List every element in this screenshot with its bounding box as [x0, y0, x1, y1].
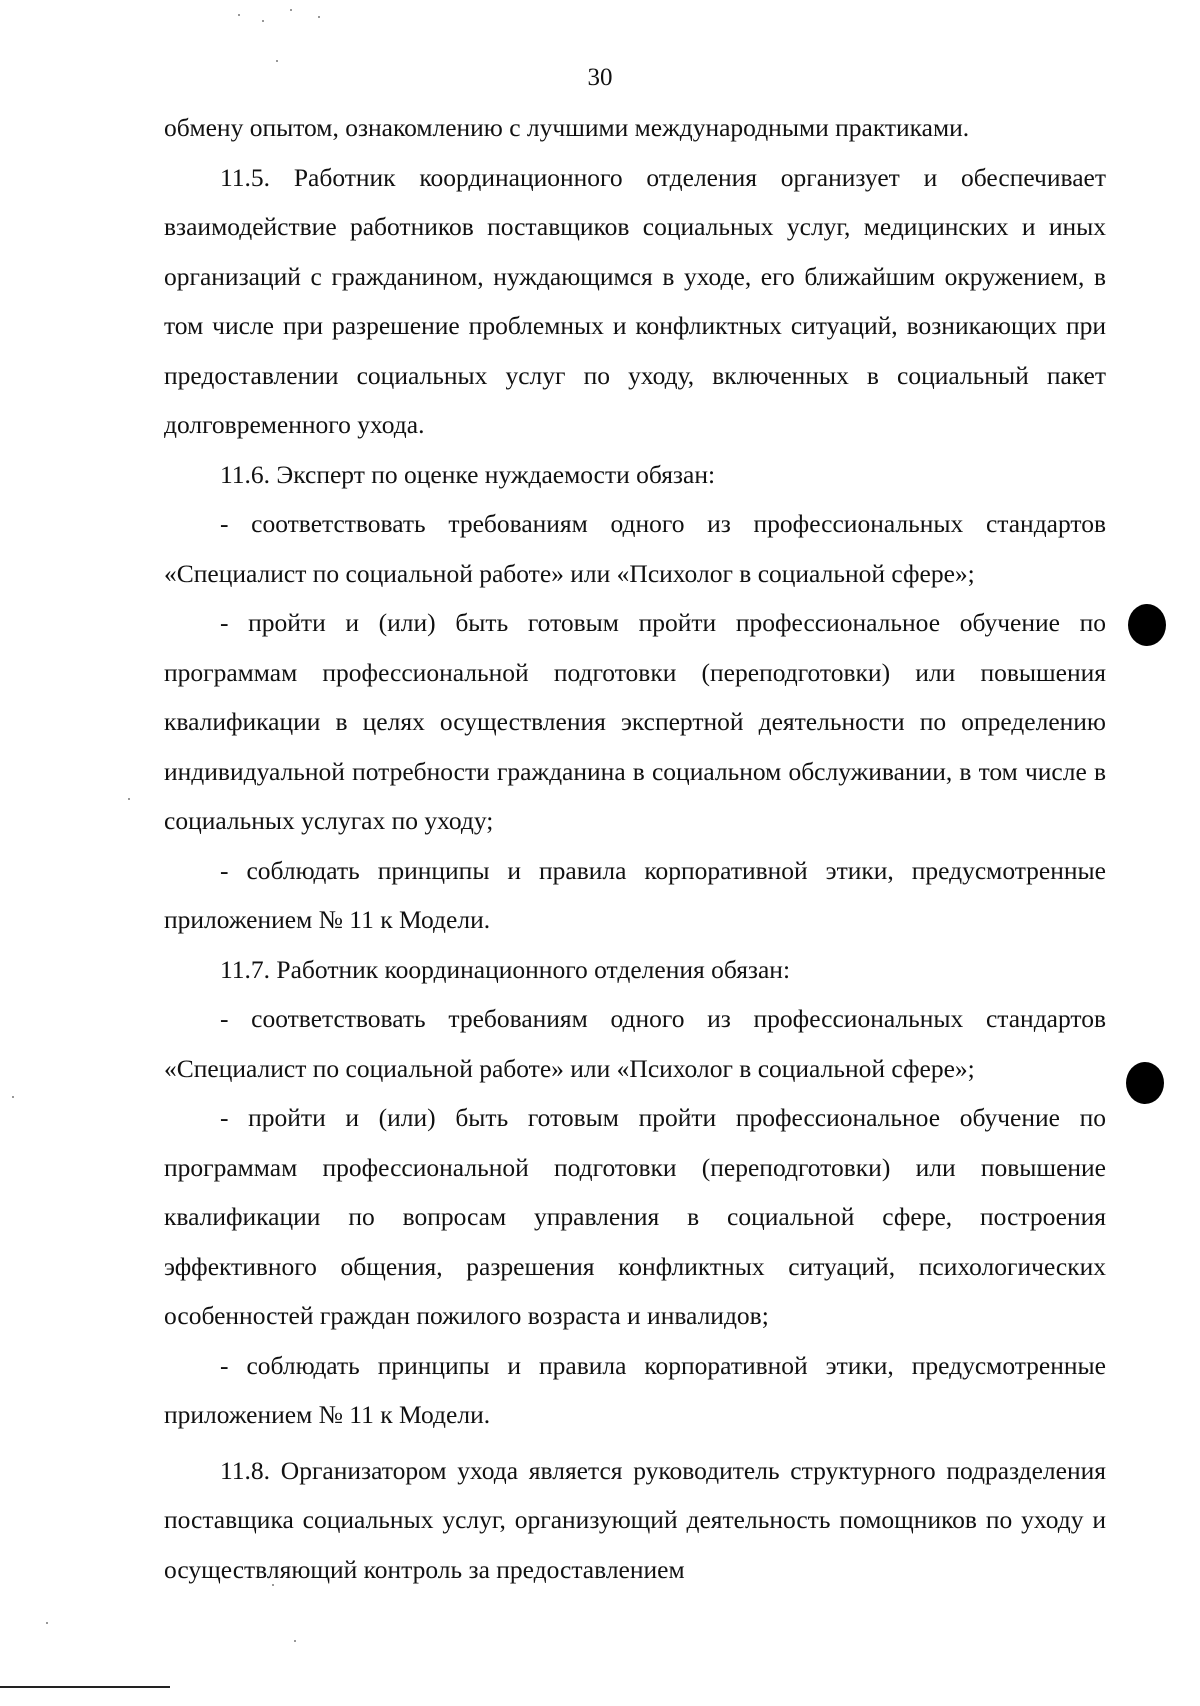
paragraph-11-7-item-3: - соблюдать принципы и правила корпоративной этики, предусмотренные приложением № 11 к Модели.	[164, 1350, 1106, 1429]
paragraph-11-7-item-2: - пройти и (или) быть готовым пройти профессиональное обучение по программам профессиональной подготовки (переподготовки) или повышение квалификации по вопросам управления в социальной сфере, построения эффективного общения, разрешения конфликтных ситуаций, психологических особенностей граждан пожилого возраста и инвалидов;	[164, 1103, 1106, 1330]
binding-hole-mark	[1126, 1062, 1164, 1104]
scan-speck	[294, 1640, 296, 1642]
scan-speck	[272, 1584, 274, 1586]
scan-edge-line	[0, 1686, 170, 1688]
scan-speck	[276, 60, 278, 62]
scan-speck	[12, 1096, 14, 1098]
paragraph-11-6-item-2: - пройти и (или) быть готовым пройти профессиональное обучение по программам профессиональной подготовки (переподготовки) или повышения квалификации в целях осуществления экспертной деятельности по определению индивидуальной потребности гражданина в социальном обслуживании, в том числе в социальных услугах по уходу;	[164, 608, 1106, 835]
paragraph-11-7-item-1: - соответствовать требованиям одного из профессиональных стандартов «Специалист по социальной работе» или «Психолог в социальной сфере»;	[164, 1004, 1106, 1083]
paragraph-continuation: обмену опытом, ознакомлению с лучшими международными практиками.	[164, 113, 970, 142]
paragraph-11-7-heading: 11.7. Работник координационного отделения обязан:	[220, 954, 791, 984]
scan-speck	[46, 1622, 48, 1624]
paragraph-11-6-heading: 11.6. Эксперт по оценке нуждаемости обязан:	[220, 459, 716, 489]
binding-hole-mark	[1128, 604, 1166, 646]
scan-speck	[262, 20, 264, 22]
scan-speck	[128, 798, 130, 800]
page-number: 30	[587, 64, 613, 91]
paragraph-11-6-item-3: - соблюдать принципы и правила корпоративной этики, предусмотренные приложением № 11 к Модели.	[164, 855, 1106, 934]
paragraph-11-6-item-1: - соответствовать требованиям одного из профессиональных стандартов «Специалист по социальной работе» или «Психолог в социальной сфере»;	[164, 509, 1106, 588]
paragraph-11-8: 11.8. Организатором ухода является руководитель структурного подразделения поставщика социальных услуг, организующий деятельность помощников по уходу и осуществляющий контроль за предоставлением	[164, 1455, 1106, 1584]
scan-speck	[318, 16, 320, 18]
scan-speck	[238, 14, 240, 16]
paragraph-11-5: 11.5. Работник координационного отделения организует и обеспечивает взаимодействие работников поставщиков социальных услуг, медицинских и иных организаций с гражданином, нуждающимся в уходе, его ближайшим окружением, в том числе при разрешение проблемных и конфликтных ситуаций, возникающих при предоставлении социальных услуг по уходу, включенных в социальный пакет долговременного ухода.	[164, 162, 1106, 439]
scan-speck	[290, 9, 292, 11]
document-body	[164, 103, 1106, 1594]
